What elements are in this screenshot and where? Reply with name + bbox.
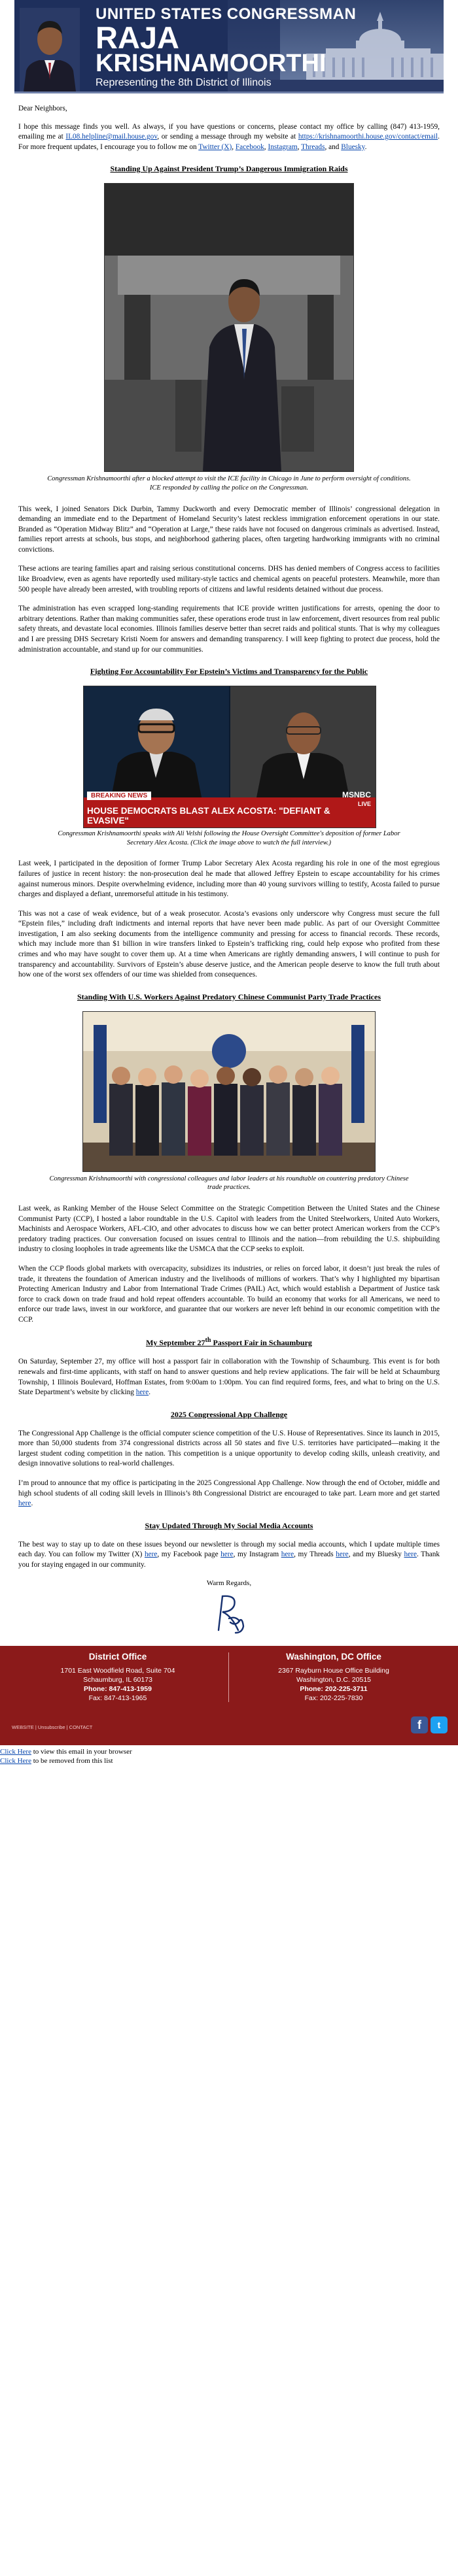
app-challenge-link[interactable]: here (18, 1499, 31, 1508)
immigration-paragraph-3: The administration has even scrapped long-standing requirements that ICE provide written justifications for arrests, opening the door to arbitrary detentions. Rather than making communities safer, these operations erode trust in law enforcement, divert resources from real public safety threats, and devastate local economies. Illinois families deserve better than secret raids and political stunts. That is why my colleagues and I are pressing DHS Secretary Kristi Noem for answers and demanding transparency. I will keep fighting to protect due process, hold the administration accountable, and stand up for our communities. (18, 605, 440, 654)
footer-divider (228, 1652, 229, 1702)
contact-website-link[interactable]: https://krishnamoorthi.house.gov/contact/email (298, 133, 438, 141)
immigration-photo-caption: Congressman Krishnamoorthi after a blocked attempt to visit the ICE facility in Chicago in June to perform oversight of conditions. ICE responded by calling the police on the Congressman. (47, 475, 411, 492)
unsubscribe-block (0, 1745, 458, 1766)
district-office-block (20, 1651, 216, 1703)
instagram-link[interactable]: Instagram (268, 142, 298, 151)
social-heading: Stay Updated Through My Social Media Accounts (145, 1520, 313, 1530)
congressman-portrait (20, 8, 80, 92)
footer-social-bar (5, 1709, 453, 1741)
banner-title-line: UNITED STATES CONGRESSMAN (96, 5, 357, 23)
district-address-line-2: Schaumburg, IL 60173 (83, 1675, 152, 1684)
email-link[interactable]: IL08.helpline@mail.house.gov (65, 133, 158, 141)
view-in-browser-line: Click Here to view this email in your browser (0, 1748, 132, 1756)
view-in-browser-link[interactable]: Click Here (0, 1748, 31, 1756)
instagram-here-link[interactable]: here (281, 1550, 294, 1559)
district-phone: Phone: 847-413-1959 (84, 1685, 152, 1694)
facebook-here-link[interactable]: here (220, 1550, 234, 1559)
immigration-paragraph-2: These actions are tearing families apart and raising serious constitutional concerns. DHS has denied members of Congress access to facilities like Broadview, even as agents have reportedly used military-style tactics and chemical agents on peaceful protesters. Meanwhile, more than 500 people have already been arrested, with troubling reports of citizens and lawful residents detained without due process. (18, 565, 440, 594)
passport-forms-link[interactable]: here (135, 1388, 149, 1397)
district-address-line-1: 1701 East Woodfield Road, Suite 704 (60, 1666, 175, 1675)
epstein-photo-caption: Congressman Krishnamoorthi speaks with Ali Velshi following the House Oversight Committee's deposition of former Labor Secretary Alex Acosta. (Click the image above to watch the full interview.) (58, 830, 400, 846)
app-challenge-paragraph-2: I’m proud to announce that my office is participating in the 2025 Congressional App Challenge. Now through the end of October, middle and high school students of all coding skill levels in Illinois’s 8th Congressional District are encouraged to take part. Learn more and get started here. (18, 1479, 440, 1508)
dc-address-line-2: Washington, D.C. 20515 (296, 1675, 371, 1684)
greeting: Dear Neighbors, (18, 105, 67, 112)
facebook-link[interactable]: Facebook (235, 142, 264, 151)
ice-facility-photo (104, 183, 354, 472)
msnbc-logo: MSNBC (342, 790, 371, 800)
labor-paragraph-1: Last week, as Ranking Member of the House Select Committee on the Strategic Competition Between the United States and the Chinese Communist Party (CCP), I hosted a labor roundtable in the U.S. Capitol with leaders from the United Steelworkers, United Auto Workers, Machinists and Aerospace Workers, AFL-CIO, and other advocates to discuss how we can better protect American workers from the CCP’s predatory trading practices. Our conversation focused on issues central to Illinois and the nation—from rebuilding the U.S. shipbuilding industry to closing loopholes in trade agreements like the USMCA that the CCP seeks to exploit. (18, 1205, 440, 1254)
twitter-link[interactable]: Twitter (X) (198, 142, 232, 151)
epstein-heading: Fighting For Accountability For Epstein’s Victims and Transparency for the Public (90, 667, 368, 677)
epstein-paragraph-2: This was not a case of weak evidence, but of a weak prosecutor. Acosta’s evasions only underscore why Congress must secure the full “Epstein files,” including draft indictments and internal reports that have never been made public. As part of our Oversight Committee investigation, I am also seeking documents from the intelligence community and pressing for access to financial records. These records, which may include more than $1 billion in wire transfers linked to Epstein’s trafficking ring, could help expose who profited from these crimes and who may have sought to cover them up. At a time when Americans are rightly demanding answers, I will continue to push for transparency and accountability. Survivors of Epstein’s abuse deserve justice, and the American people deserve to know the full truth about how one of the worst sex offenders of our time was shielded from consequences. (18, 909, 440, 979)
dc-office-title: Washington, DC Office (286, 1652, 381, 1662)
dc-address-line-1: 2367 Rayburn House Office Building (278, 1666, 389, 1675)
unsubscribe-line: Click Here to be removed from this list (0, 1757, 113, 1765)
dc-office-block (236, 1651, 432, 1703)
header-banner (14, 0, 444, 93)
labor-roundtable-photo (82, 1011, 376, 1172)
bluesky-here-link[interactable]: here (404, 1550, 417, 1559)
live-tag: LIVE (357, 801, 371, 808)
dc-phone: Phone: 202-225-3711 (300, 1685, 368, 1694)
msnbc-interview-video[interactable] (83, 686, 375, 827)
app-challenge-heading: 2025 Congressional App Challenge (170, 1409, 288, 1419)
passport-heading: My September 27th Passport Fair in Schaumburg (146, 1337, 312, 1348)
banner-first-name: RAJA (96, 20, 179, 55)
news-ticker-headline: HOUSE DEMOCRATS BLAST ALEX ACOSTA: "DEFIANT & EVASIVE" (87, 806, 330, 826)
banner-district-line: Representing the 8th District of Illinois (96, 77, 272, 88)
banner-last-name: KRISHNAMOORTHI (96, 50, 326, 77)
footer (0, 1646, 458, 1745)
twitter-icon[interactable]: t (431, 1716, 448, 1733)
threads-link[interactable]: Threads (301, 142, 325, 151)
labor-paragraph-2: When the CCP floods global markets with overcapacity, subsidizes its industries, or relies on forced labor, it doesn’t just break the rules of trade, it threatens the foundation of American industry and the livelihoods of millions of workers. That’s why I highlighted my bipartisan Protecting American Industry and Labor from International Trade Crimes (PAIL) Act, which would establish a Department of Justice task force to crack down on trade fraud and hold repeat offenders accountable. To build an economy that works for all Americans, we need to enforce our trade laws, invest in our workforce, and guarantee that our workers are never left behind in our economic competition with the CCP. (18, 1264, 440, 1324)
twitter-here-link[interactable]: here (144, 1550, 158, 1559)
passport-paragraph: On Saturday, September 27, my office will host a passport fair in collaboration with the Township of Schaumburg. This event is for both renewals and first-time applicants, with staff on hand to answer questions and help review applications. The fair will be held at Schaumburg Township, 1 Illinois Boulevard, Hoffman Estates, from 9:00am to 1:00pm. You can find required forms, fees, and what to bring on the U.S. State Department’s website by clicking here. (18, 1358, 440, 1397)
threads-here-link[interactable]: here (336, 1550, 349, 1559)
signoff: Warm Regards, (206, 1579, 252, 1588)
labor-heading: Standing With U.S. Workers Against Predatory Chinese Communist Party Trade Practices (77, 992, 381, 1001)
immigration-heading: Standing Up Against President Trump’s Dangerous Immigration Raids (110, 164, 348, 174)
app-challenge-paragraph-1: The Congressional App Challenge is the official computer science competition of the U.S. House of Representatives. Since its launch in 2015, more than 50,000 students from 374 congressional districts across all 50 states and five U.S. territories have participated—making it the largest student coding competition in the nation. This competition is a unique opportunity to develop coding skills, unleash creativity, and design innovative solutions to real-world challenges. (18, 1429, 440, 1468)
social-paragraph: The best way to stay up to date on these issues beyond our newsletter is through my social media accounts, which I update multiple times each day. You can follow my Twitter (X) here, my Facebook page here, my Instagram here, my Threads here, and my Bluesky here. Thank you for staying engaged in our community. (18, 1540, 440, 1569)
footer-web-links[interactable]: WEBSITE | Unsubscribe | CONTACT (12, 1724, 93, 1731)
intro-paragraph: I hope this message finds you well. As always, if you have questions or concerns, please contact my office by calling (847) 413-1959, emailing me at IL08.helpline@mail.house.gov, or sending a message through my website at https://krishnamoorthi.house.gov/contact/email. For more frequent updates, I encourage you to follow me on Twitter (X), Facebook, Instagram, Threads, and Bluesky. (18, 122, 440, 151)
immigration-paragraph-1: This week, I joined Senators Dick Durbin, Tammy Duckworth and every Democratic member of Illinois’ congressional delegation in demanding an immediate end to the Department of Homeland Security’s latest reckless immigration enforcement operations in our state. Branded as “Operation Midway Blitz” and “Operation at Large,” these raids have not focused on dangerous criminals as advertised. Instead, families report arrests at schools, bus stops, and neighborhood gathering places, often targeting hardworking immigrants with no criminal convictions. (18, 505, 440, 554)
unsubscribe-link[interactable]: Click Here (0, 1757, 31, 1765)
epstein-paragraph-1: Last week, I participated in the deposition of former Trump Labor Secretary Alex Acosta regarding his role in one of the most egregious failures of justice in recent history: the non-prosecution deal he made that allowed Jeffrey Epstein to escape accountability for his crimes against numerous minors. Despite overwhelming evidence, including more than 40 young survivors willing to testify, Acosta failed to pursue charges and displayed a defiant, unremorseful attitude in his testimony. (18, 860, 440, 899)
district-fax: Fax: 847-413-1965 (88, 1694, 147, 1703)
dc-fax: Fax: 202-225-7830 (304, 1694, 363, 1703)
facebook-icon[interactable]: f (411, 1716, 428, 1733)
signature-image (209, 1590, 249, 1635)
district-office-title: District Office (88, 1652, 147, 1662)
breaking-news-tag: BREAKING NEWS (87, 792, 151, 800)
labor-photo-caption: Congressman Krishnamoorthi with congressional colleagues and labor leaders at his roundtable on countering predatory Chinese trade practices. (49, 1175, 409, 1192)
bluesky-link[interactable]: Bluesky (341, 142, 365, 151)
